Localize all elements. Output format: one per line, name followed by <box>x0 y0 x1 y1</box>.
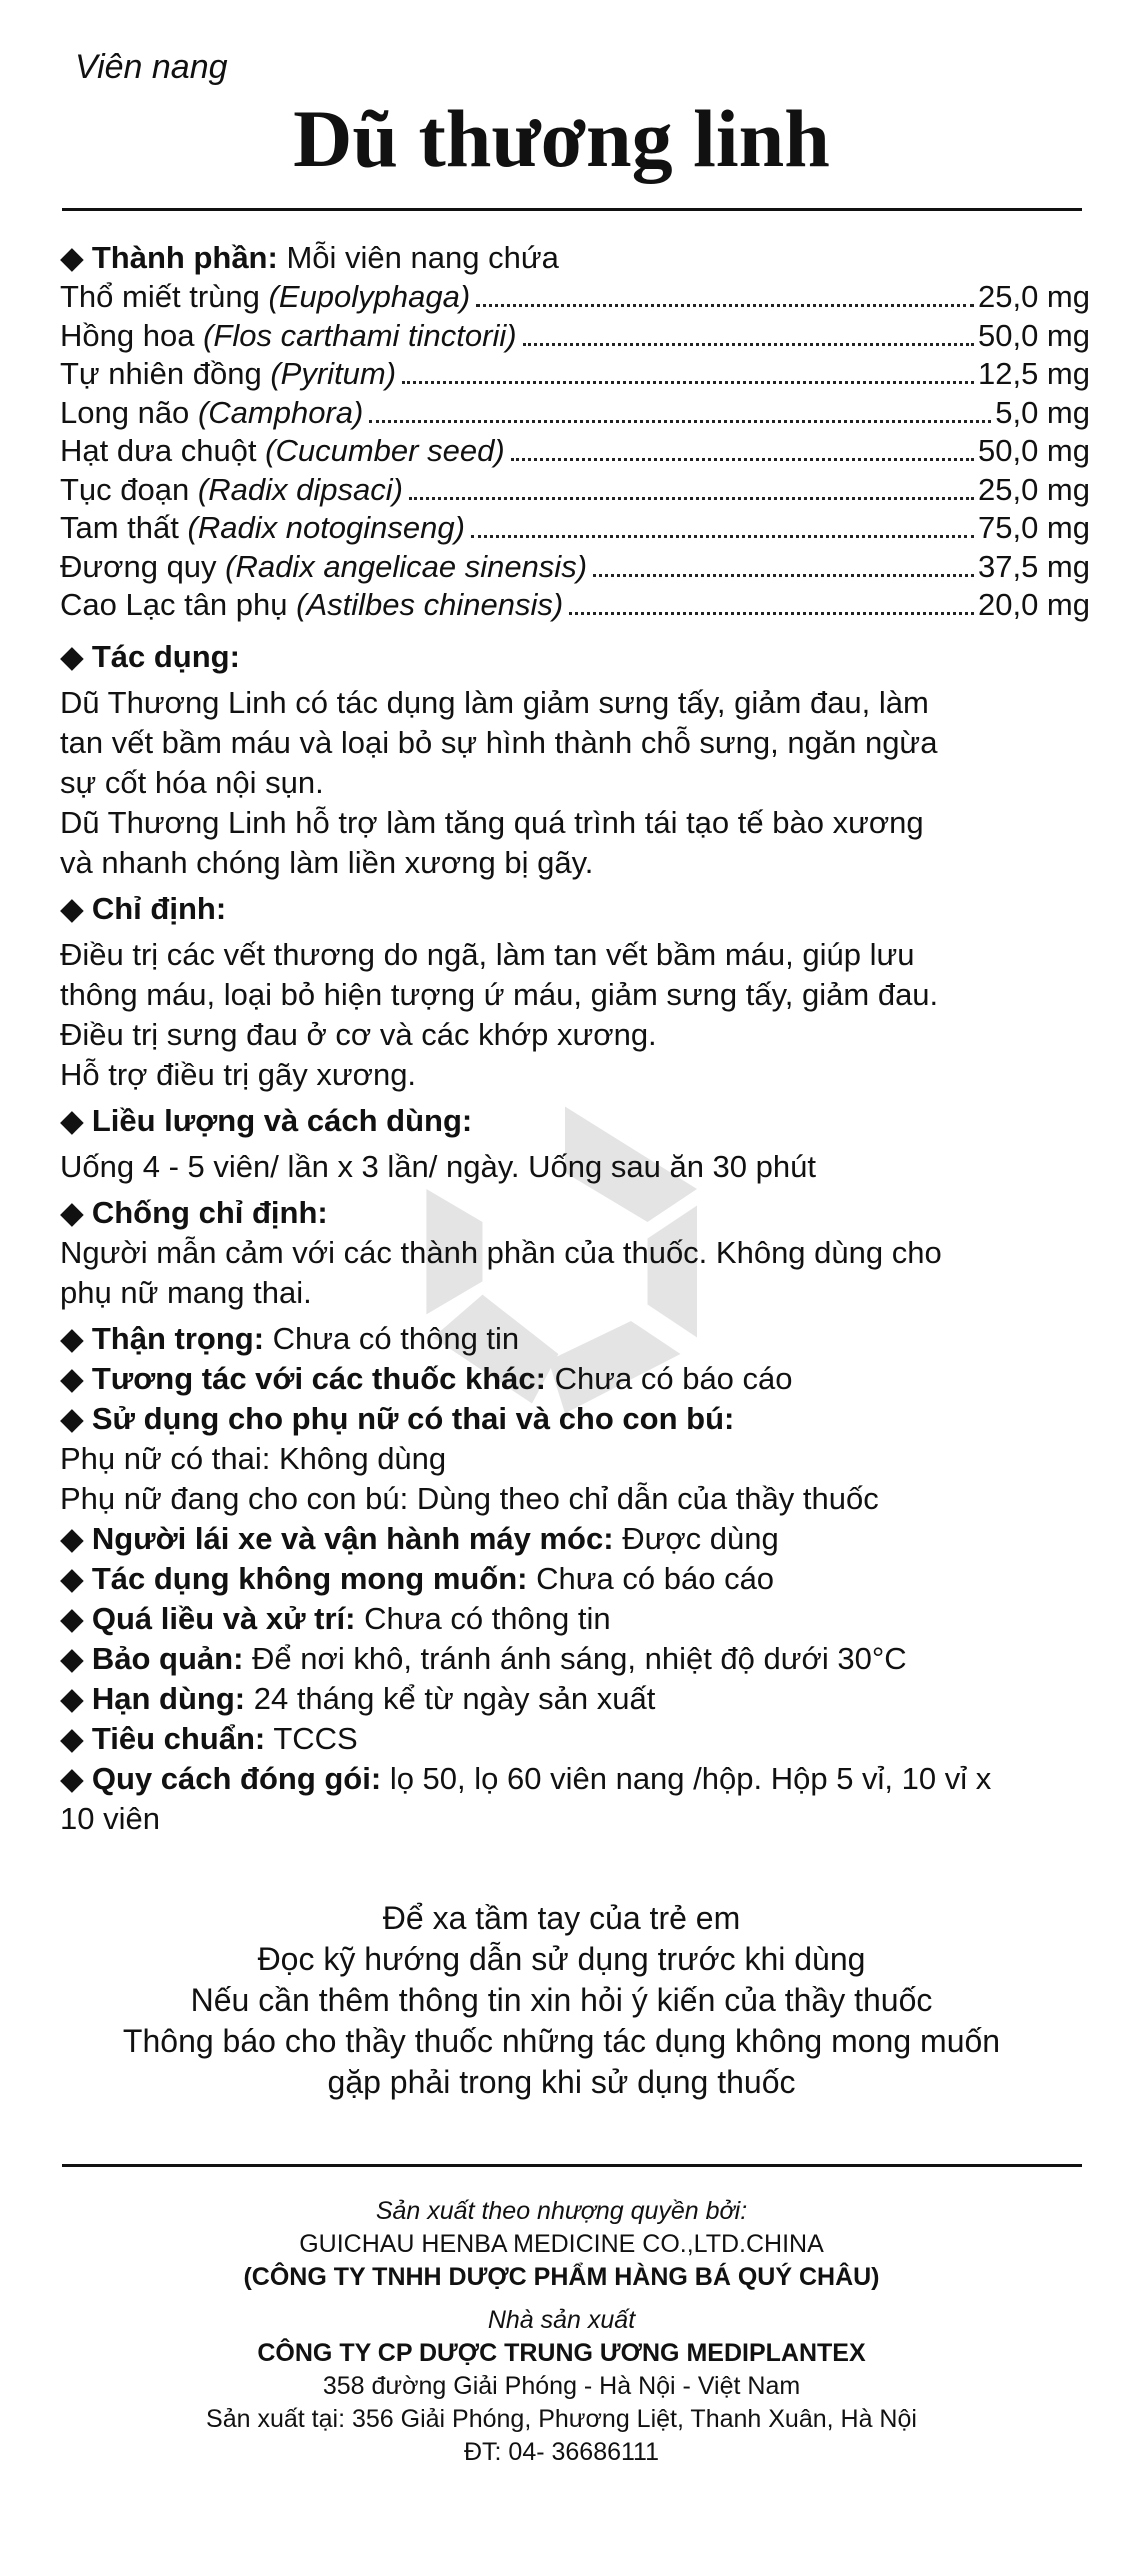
ingredient-latin: (Camphora) <box>197 394 364 430</box>
effects-line: Dũ Thương Linh có tác dụng làm giảm sưng tấy, giảm đau, làm <box>60 684 929 720</box>
pregnancy-heading: ◆ Sử dụng cho phụ nữ có thai và cho con bú: <box>60 1399 1090 1439</box>
ingredient-name: Cao Lạc tân phụ <box>60 587 288 622</box>
ingredients-section <box>60 238 1090 625</box>
ingredient-row <box>60 394 1090 433</box>
dosage-section <box>60 1101 1090 1187</box>
ingredient-row <box>60 355 1090 394</box>
indications-line: Điều trị sưng đau ở cơ và các khớp xương. <box>60 1016 657 1052</box>
dosage-text: Uống 4 - 5 viên/ lần x 3 lần/ ngày. Uống sau ăn 30 phút <box>60 1148 816 1184</box>
ingredient-name: Hạt dưa chuột <box>60 433 257 468</box>
warning-line: Đọc kỹ hướng dẫn sử dụng trước khi dùng <box>257 1941 866 1977</box>
packing-text-continued: 10 viên <box>60 1800 160 1836</box>
interactions-row <box>60 1359 1090 1399</box>
dot-leader <box>569 612 974 615</box>
standard-row <box>60 1719 1090 1759</box>
ingredient-latin: (Pyritum) <box>270 356 397 391</box>
indications-section <box>60 889 1090 1095</box>
ingredient-latin: (Astilbes chinensis) <box>296 587 564 622</box>
contraindications-section <box>60 1193 1090 1313</box>
ingredient-dose: 5,0 mg <box>995 394 1090 430</box>
ingredient-name: Long não <box>60 394 190 430</box>
ingredient-row <box>60 548 1090 587</box>
indications-heading: ◆ Chỉ định: <box>60 889 1090 929</box>
expiry-text: 24 tháng kể từ ngày sản xuất <box>253 1680 656 1716</box>
warnings-block <box>0 1898 1123 2103</box>
ingredient-name: Tục đoạn <box>60 471 190 507</box>
ingredient-row <box>60 278 1090 317</box>
ingredient-row <box>60 317 1090 356</box>
indications-line: Điều trị các vết thương do ngã, làm tan vết bầm máu, giúp lưu <box>60 936 915 972</box>
expiry-heading: ◆ Hạn dùng: <box>60 1681 245 1716</box>
storage-heading: ◆ Bảo quản: <box>60 1641 243 1676</box>
expiry-row <box>60 1679 1090 1719</box>
phone-number: ĐT: 04- 36686111 <box>463 2438 660 2466</box>
leaflet-body <box>60 238 1090 1839</box>
effects-line: sự cốt hóa nội sụn. <box>60 764 324 800</box>
caution-text: Chưa có thông tin <box>272 1320 520 1356</box>
effects-line: và nhanh chóng làm liền xương bị gãy. <box>60 844 594 880</box>
dot-leader <box>511 458 974 461</box>
ingredient-name: Thổ miết trùng <box>60 279 260 314</box>
ingredient-row <box>60 432 1090 471</box>
manufacturer-name: CÔNG TY CP DƯỢC TRUNG ƯƠNG MEDIPLANTEX <box>257 2339 866 2367</box>
ingredient-dose: 50,0 mg <box>977 433 1090 468</box>
driving-heading: ◆ Người lái xe và vận hành máy móc: <box>60 1521 614 1556</box>
ingredients-intro: Mỗi viên nang chứa <box>286 240 559 275</box>
franchise-company: GUICHAU HENBA MEDICINE CO.,LTD.CHINA <box>299 2230 824 2258</box>
packing-text: lọ 50, lọ 60 viên nang /hộp. Hộp 5 vỉ, 10 vỉ x <box>389 1760 992 1796</box>
ingredient-name: Đương quy <box>60 548 217 584</box>
side-effects-text: Chưa có báo cáo <box>536 1560 775 1596</box>
standard-text: TCCS <box>273 1720 358 1756</box>
footer-block <box>0 2195 1123 2469</box>
franchise-label: Sản xuất theo nhượng quyền bởi: <box>375 2197 748 2225</box>
effects-heading: ◆ Tác dụng: <box>60 637 1090 677</box>
dosage-heading: ◆ Liều lượng và cách dùng: <box>60 1101 1090 1141</box>
side-effects-heading: ◆ Tác dụng không mong muốn: <box>60 1561 528 1596</box>
header-divider <box>62 208 1082 211</box>
dot-leader <box>409 497 974 500</box>
contraindications-line: Người mẫn cảm với các thành phần của thuốc. Không dùng cho <box>60 1234 942 1270</box>
dot-leader <box>523 343 974 346</box>
manufacturer-address: 358 đường Giải Phóng - Hà Nội - Việt Nam <box>322 2372 801 2400</box>
ingredient-row <box>60 586 1090 625</box>
overdose-row <box>60 1599 1090 1639</box>
dot-leader <box>593 574 974 577</box>
product-form-label: Viên nang <box>75 48 228 86</box>
ingredient-latin: (Radix angelicae sinensis) <box>225 548 588 584</box>
ingredient-latin: (Radix notoginseng) <box>187 510 465 545</box>
manufacturer-label: Nhà sản xuất <box>487 2306 636 2334</box>
indications-line: Hỗ trợ điều trị gãy xương. <box>60 1056 417 1092</box>
ingredient-row <box>60 471 1090 510</box>
storage-row <box>60 1639 1090 1679</box>
ingredient-dose: 50,0 mg <box>977 317 1090 353</box>
contraindications-heading: ◆ Chống chỉ định: <box>60 1193 1090 1233</box>
product-title: Dũ thương linh <box>293 93 830 184</box>
ingredient-latin: (Eupolyphaga) <box>268 279 471 314</box>
pregnancy-line: Phụ nữ đang cho con bú: Dùng theo chỉ dẫn của thầy thuốc <box>60 1480 879 1516</box>
pregnancy-line: Phụ nữ có thai: Không dùng <box>60 1440 447 1476</box>
ingredient-name: Hồng hoa <box>60 317 195 353</box>
effects-line: tan vết bầm máu và loại bỏ sự hình thành chỗ sưng, ngăn ngừa <box>60 724 938 760</box>
side-effects-row <box>60 1559 1090 1599</box>
franchise-company-vn: (CÔNG TY TNHH DƯỢC PHẨM HÀNG BÁ QUÝ CHÂU) <box>243 2263 880 2291</box>
ingredient-latin: (Cucumber seed) <box>265 433 505 468</box>
ingredients-heading: ◆ Thành phần: <box>60 240 278 275</box>
warning-line: Để xa tầm tay của trẻ em <box>382 1900 741 1936</box>
ingredient-name: Tự nhiên đồng <box>60 356 262 391</box>
interactions-heading: ◆ Tương tác với các thuốc khác: <box>60 1361 546 1396</box>
contraindications-line: phụ nữ mang thai. <box>60 1274 312 1310</box>
ingredient-dose: 12,5 mg <box>977 356 1090 391</box>
packing-heading: ◆ Quy cách đóng gói: <box>60 1761 381 1796</box>
warning-line: Nếu cần thêm thông tin xin hỏi ý kiến của thầy thuốc <box>190 1982 933 2018</box>
ingredient-dose: 20,0 mg <box>977 587 1090 622</box>
storage-text: Để nơi khô, tránh ánh sáng, nhiệt độ dưới 30°C <box>252 1640 907 1676</box>
caution-heading: ◆ Thận trọng: <box>60 1321 264 1356</box>
dot-leader <box>471 535 974 538</box>
driving-text: Được dùng <box>622 1520 779 1556</box>
ingredient-latin: (Radix dipsaci) <box>197 471 403 507</box>
dot-leader <box>369 420 991 423</box>
dot-leader <box>402 381 974 384</box>
footer-divider <box>62 2164 1082 2167</box>
warning-line: Thông báo cho thầy thuốc những tác dụng không mong muốn <box>122 2023 1001 2059</box>
dot-leader <box>476 304 974 307</box>
ingredient-dose: 25,0 mg <box>977 471 1090 507</box>
ingredient-name: Tam thất <box>60 510 179 545</box>
packing-row <box>60 1759 1090 1799</box>
driving-row <box>60 1519 1090 1559</box>
ingredient-dose: 75,0 mg <box>977 510 1090 545</box>
overdose-heading: ◆ Quá liều và xử trí: <box>60 1601 355 1636</box>
interactions-text: Chưa có báo cáo <box>554 1360 793 1396</box>
overdose-text: Chưa có thông tin <box>364 1600 611 1636</box>
effects-line: Dũ Thương Linh hỗ trợ làm tăng quá trình tái tạo tế bào xương <box>60 804 924 840</box>
indications-line: thông máu, loại bỏ hiện tượng ứ máu, giảm sưng tấy, giảm đau. <box>60 976 939 1012</box>
caution-row <box>60 1319 1090 1359</box>
ingredient-dose: 25,0 mg <box>977 279 1090 314</box>
ingredient-row <box>60 509 1090 548</box>
factory-address: Sản xuất tại: 356 Giải Phóng, Phương Liệt, Thanh Xuân, Hà Nội <box>206 2405 917 2433</box>
warning-line: gặp phải trong khi sử dụng thuốc <box>327 2064 796 2100</box>
ingredient-latin: (Flos carthami tinctorii) <box>203 317 517 353</box>
standard-heading: ◆ Tiêu chuẩn: <box>60 1721 265 1756</box>
effects-section <box>60 637 1090 883</box>
ingredient-dose: 37,5 mg <box>977 548 1090 584</box>
